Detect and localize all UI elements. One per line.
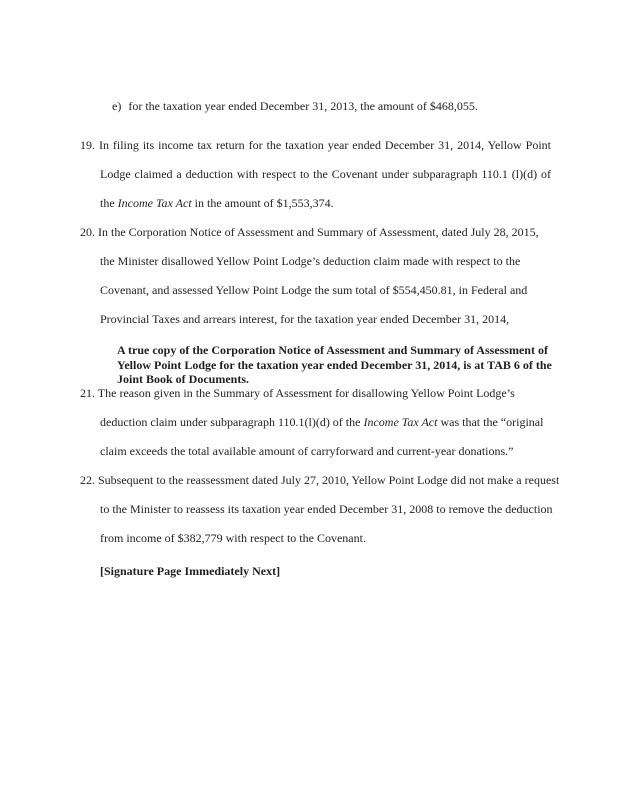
- paragraph-22: [80, 466, 560, 553]
- paragraph-20-number: 20.: [80, 225, 95, 239]
- line-text: The reason given in the Summary of Assessment for disallowing Yellow Point Lodge’s: [97, 385, 515, 400]
- text-line: [80, 379, 551, 408]
- text-line: Covenant, and assessed Yellow Point Lodge the sum total of $554,450.81, in Federal and: [100, 283, 528, 297]
- statute-name-italic: Income Tax Act: [363, 414, 438, 429]
- paragraph-21-number: 21.: [80, 385, 95, 400]
- line-text: In the Corporation Notice of Assessment and Summary of Assessment, dated July 28, 2015,: [98, 225, 539, 239]
- text-line: to the Minister to reassess its taxation year ended December 31, 2008 to remove the deduction: [100, 501, 553, 516]
- paragraph-20: [80, 218, 551, 334]
- paragraph-21: [80, 379, 551, 466]
- paragraph-19-number: 19.: [80, 138, 95, 152]
- text-line: claim exceeds the total available amount of carryforward and current-year donations.”: [100, 443, 514, 458]
- line-text: in the amount of $1,553,374.: [191, 196, 334, 210]
- text-line: from income of $382,779 with respect to the Covenant.: [100, 530, 366, 545]
- text-line: [80, 466, 560, 495]
- text-line: Lodge claimed a deduction with respect to the Covenant under subparagraph 110.1 (l)(d) of: [100, 167, 551, 181]
- paragraph-22-number: 22.: [80, 472, 95, 487]
- text-line: the Minister disallowed Yellow Point Lodge’s deduction claim made with respect to the: [100, 254, 521, 268]
- text-line: Yellow Point Lodge for the taxation year ended December 31, 2014, is at TAB 6 of the: [117, 357, 552, 372]
- text-line: Provincial Taxes and arrears interest, for the taxation year ended December 31, 2014,: [100, 312, 510, 326]
- line-text: Subsequent to the reassessment dated July 27, 2010, Yellow Point Lodge did not make a request: [98, 472, 560, 487]
- text-line: [80, 131, 551, 160]
- line-text: was that the “original: [437, 414, 544, 429]
- line-text: the: [100, 196, 118, 210]
- subitem-e: [80, 92, 551, 121]
- signature-page-note: [Signature Page Immediately Next]: [100, 563, 281, 578]
- text-line: A true copy of the Corporation Notice of Assessment and Summary of Assessment of: [117, 343, 548, 357]
- line-text: deduction claim under subparagraph 110.1(l)(d) of the: [100, 414, 364, 429]
- paragraph-19: [80, 131, 551, 218]
- subitem-e-text: for the taxation year ended December 31, 2013, the amount of $468,055.: [128, 99, 478, 113]
- subitem-e-label: e): [112, 99, 122, 113]
- statute-name-italic: Income Tax Act: [117, 196, 192, 210]
- text-line: [100, 408, 551, 437]
- text-line: [80, 218, 551, 247]
- text-line: Joint Book of Documents.: [117, 372, 250, 386]
- text-line: [100, 189, 551, 218]
- line-text: In filing its income tax return for the taxation year ended December 31, 2014, Yellow Point: [98, 138, 551, 152]
- document-body: [80, 92, 560, 586]
